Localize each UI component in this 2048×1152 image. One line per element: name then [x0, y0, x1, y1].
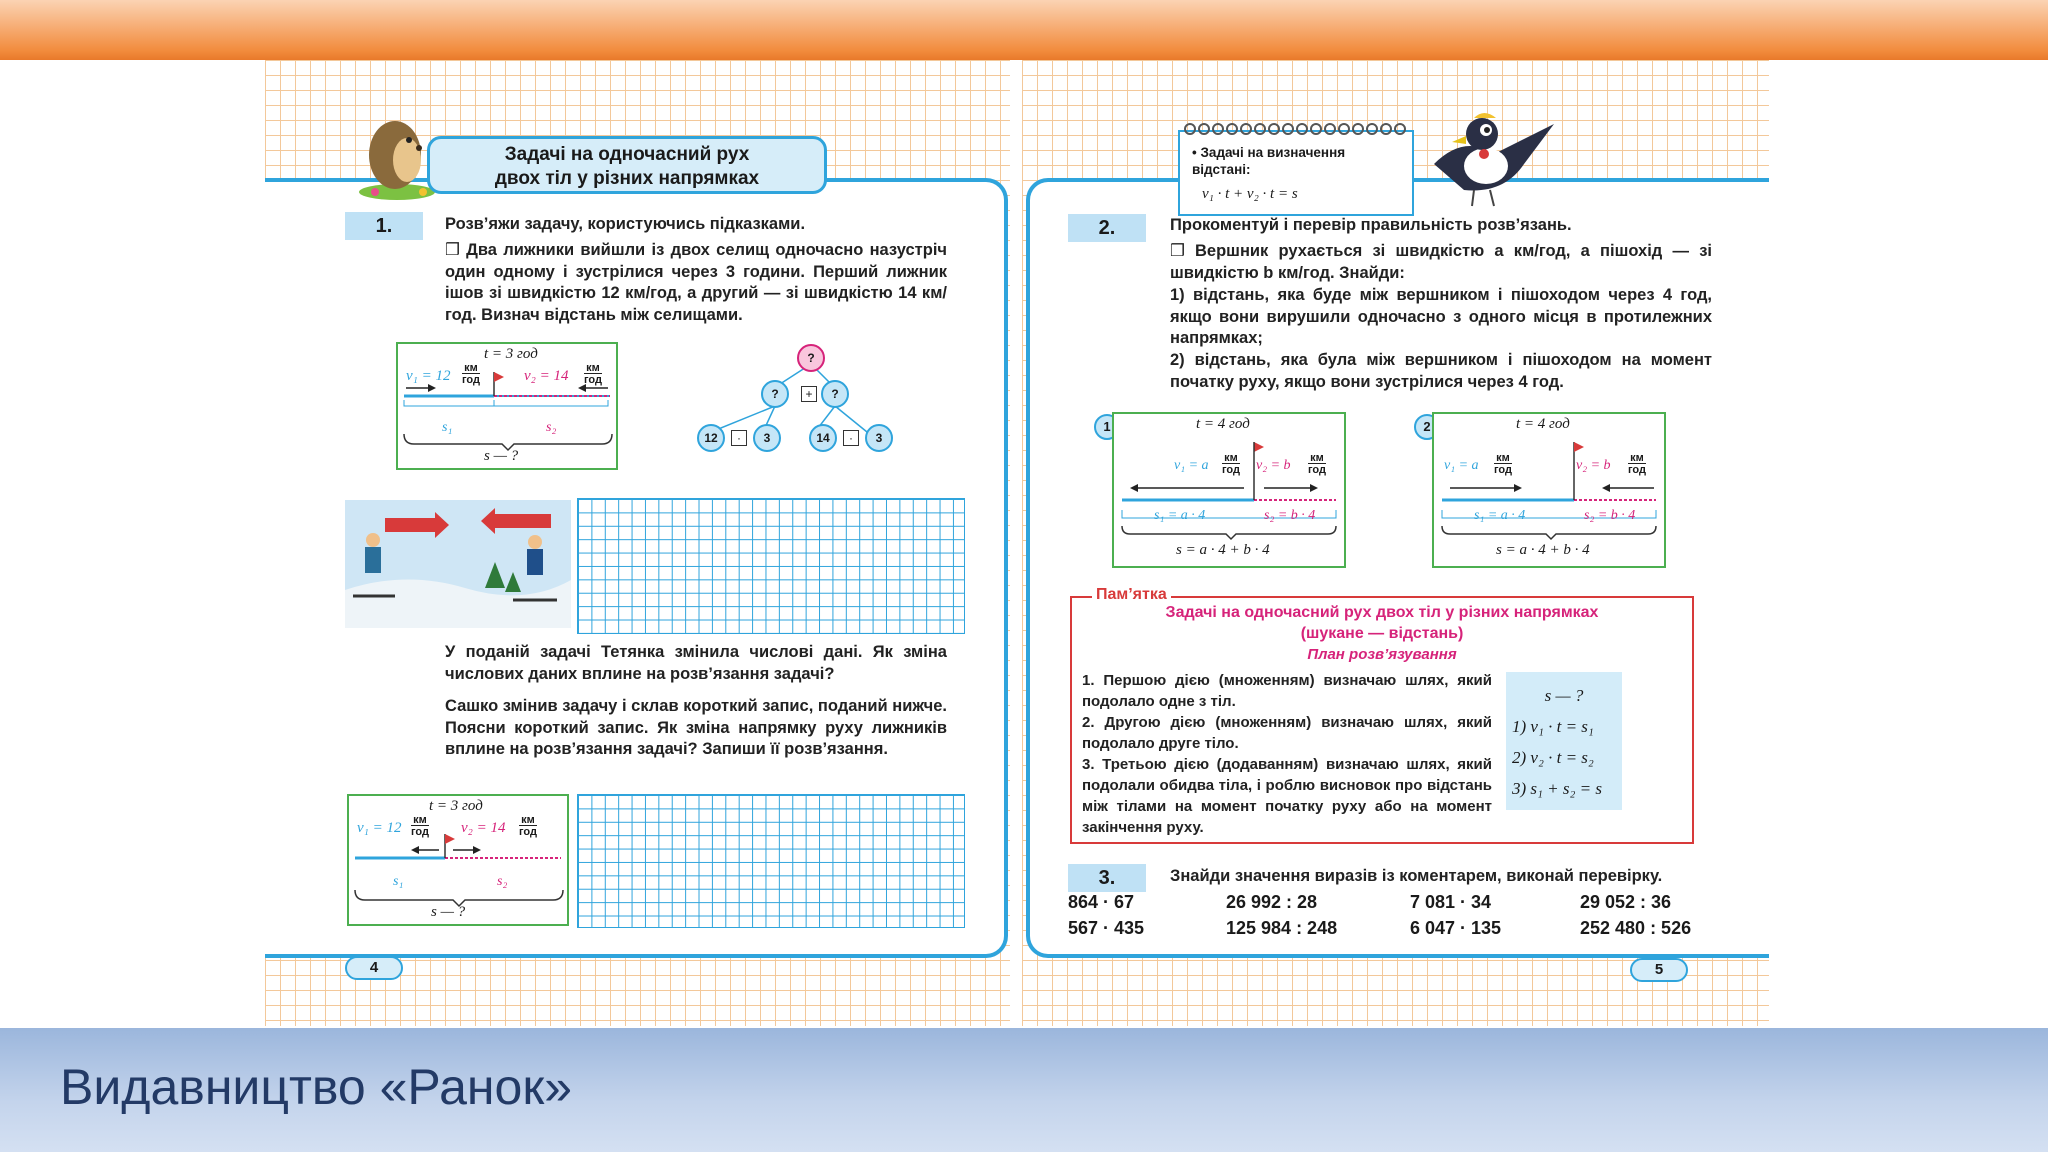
unit-fraction	[462, 362, 480, 386]
paragraph: У поданій задачі Тетянка змінила числові дані. Як зміна числових даних вплине на розв’язання задачі?	[445, 643, 947, 683]
memo-title: Задачі на одночасний рух двох тіл у різних напрямках	[1165, 604, 1599, 621]
speed2-label: v₂ = 14	[461, 820, 506, 836]
unit-top: км	[586, 362, 600, 374]
solution-tree	[695, 344, 925, 458]
solution-scheme	[1432, 412, 1666, 568]
expression: 125 984 : 248	[1226, 918, 1338, 938]
unit-top: км	[413, 814, 427, 826]
formula-step: 1) v₁ · t = s₁	[1512, 717, 1594, 736]
tree-leaf: 14	[809, 424, 837, 452]
solution-scheme	[1112, 412, 1346, 568]
s2-label: s₂	[497, 874, 508, 889]
unit-bottom: год	[462, 374, 480, 386]
s1-formula: s₁ = a · 4	[1154, 508, 1206, 523]
task-number: 2.	[1068, 214, 1146, 242]
task-item: 2) відстань, яка була між вершником і пішоходом на момент початку руху, якщо вони зустрілися через 4 год.	[1170, 351, 1712, 391]
expression: 567 · 435	[1068, 918, 1145, 938]
tree-leaf: 3	[865, 424, 893, 452]
unit-fraction	[1308, 452, 1326, 476]
unit-bottom: год	[1494, 464, 1512, 476]
tree-root: ?	[797, 344, 825, 372]
formula-note	[1178, 130, 1414, 216]
note-formula: v₁ · t + v₂ · t = s	[1202, 186, 1298, 202]
speed2-label: v₂ = b	[1576, 458, 1611, 473]
magpie-illustration	[1414, 104, 1564, 212]
tree-node-right: ?	[821, 380, 849, 408]
paragraph: Сашко змінив задачу і склав короткий запис, поданий нижче. Поясни короткий запис. Як зміна напрямку руху лижників вплине на розв’язання задачі? Запиши її розв’язання.	[445, 697, 947, 758]
expression: 26 992 : 28	[1226, 892, 1318, 912]
expression: 252 480 : 526	[1580, 918, 1692, 938]
unit-fraction	[1494, 452, 1512, 476]
tree-node-left: ?	[761, 380, 789, 408]
time-label: t = 4 год	[1516, 416, 1570, 432]
time-label: t = 3 год	[484, 346, 538, 362]
publisher-name: Видавництво «Ранок»	[60, 1059, 573, 1115]
s1-label: s₁	[442, 420, 453, 435]
memo-step: 1. Першою дією (множенням) визначаю шлях, який подолало одне з тіл.	[1082, 672, 1492, 710]
unit-fraction	[411, 814, 429, 838]
spiral-binding	[1180, 120, 1416, 138]
hedgehog-illustration	[357, 100, 437, 200]
time-label: t = 3 год	[429, 798, 483, 814]
tree-op-plus: +	[801, 386, 817, 402]
lesson-title	[427, 136, 827, 194]
task-number: 1.	[345, 212, 423, 240]
answer-grid[interactable]	[577, 794, 965, 928]
unit-bottom: год	[1308, 464, 1326, 476]
s2-label: s₂	[546, 420, 557, 435]
s1-label: s₁	[393, 874, 404, 889]
top-banner	[0, 0, 2048, 60]
unit-top: км	[1224, 452, 1238, 464]
expression: 29 052 : 36	[1580, 892, 1672, 912]
right-page	[1022, 60, 1769, 1026]
s2-formula: s₂ = b · 4	[1584, 508, 1636, 523]
time-label: t = 4 год	[1196, 416, 1250, 432]
tree-op-mult: ·	[731, 430, 747, 446]
speed1-label: v₁ = 12	[406, 368, 451, 384]
unit-fraction	[519, 814, 537, 838]
memo-step: 3. Третьою дією (додаванням) визначаю шлях, який подолали обидва тіла, і роблю висновок про відстань між тілами на момент початку руху або на момент закінчення руху.	[1082, 756, 1492, 836]
s1-formula: s₁ = a · 4	[1474, 508, 1526, 523]
speed2-label: v₂ = 14	[524, 368, 569, 384]
task-text: ❒ Два лижники вийшли із двох селищ одночасно назустріч один одному і зустрілися через 3 години. Перший лижник ішов зі швидкістю 12 км/год, а другий — зі швидкістю 14 км/год. Визнач відстань між селищами.	[445, 241, 947, 324]
unit-top: км	[1496, 452, 1510, 464]
unit-bottom: год	[584, 374, 602, 386]
short-note-scheme	[347, 794, 569, 926]
memo-step: 2. Другою дією (множенням) визначаю шлях, який подолало друге тіло.	[1082, 714, 1492, 752]
memo-subtitle: (шукане — відстань)	[1300, 625, 1464, 642]
expression: 6 047 · 135	[1410, 918, 1502, 938]
memo-label: Пам’ятка	[1092, 586, 1171, 604]
lesson-title-line2: двох тіл у різних напрямках	[494, 168, 760, 189]
unit-top: км	[521, 814, 535, 826]
tree-leaf: 12	[697, 424, 725, 452]
task-text: ❒ Вершник рухається зі швидкістю a км/год, а пішохід — зі швидкістю b км/год. Знайди:	[1170, 242, 1712, 282]
unit-top: км	[1310, 452, 1324, 464]
note-title: • Задачі на визначення відстані:	[1192, 145, 1346, 177]
left-page	[265, 60, 1010, 1026]
speed1-label: v₁ = 12	[357, 820, 402, 836]
formula-step: 3) s₁ + s₂ = s	[1512, 779, 1603, 798]
unit-bottom: год	[1222, 464, 1240, 476]
unit-top: км	[464, 362, 478, 374]
unit-top: км	[1630, 452, 1644, 464]
scheme-badge: 1	[1094, 414, 1120, 440]
task-item: 1) відстань, яка буде між вершником і пішоходом через 4 год, якщо вони вирушили одночасно з одного місця в протилежних напрямках;	[1170, 286, 1712, 347]
unit-fraction	[1628, 452, 1646, 476]
distance-question: s — ?	[431, 904, 466, 920]
lesson-title-line1: Задачі на одночасний рух	[504, 144, 750, 165]
memo-plan: План розв’язування	[1307, 646, 1457, 663]
expression: 7 081 · 34	[1410, 892, 1492, 912]
s2-formula: s₂ = b · 4	[1264, 508, 1316, 523]
distance-question: s — ?	[484, 448, 519, 464]
formula-list	[1506, 672, 1622, 810]
unit-fraction	[1222, 452, 1240, 476]
speed1-label: v₁ = a	[1444, 458, 1479, 473]
task-intro: Прокоментуй і перевір правильність розв’язань.	[1170, 216, 1572, 234]
total-formula: s = a · 4 + b · 4	[1176, 542, 1270, 558]
scheme-badge: 2	[1414, 414, 1440, 440]
answer-grid[interactable]	[577, 498, 965, 634]
total-formula: s = a · 4 + b · 4	[1496, 542, 1590, 558]
unit-fraction	[584, 362, 602, 386]
unit-bottom: год	[1628, 464, 1646, 476]
skiers-illustration	[345, 500, 571, 628]
page-number: 4	[345, 956, 403, 980]
formula-step: 2) v₂ · t = s₂	[1512, 748, 1594, 767]
speed2-label: v₂ = b	[1256, 458, 1291, 473]
tree-op-mult: ·	[843, 430, 859, 446]
unit-bottom: год	[411, 826, 429, 838]
speed1-label: v₁ = a	[1174, 458, 1209, 473]
task-number: 3.	[1068, 864, 1146, 892]
task-intro: Знайди значення виразів із коментарем, виконай перевірку.	[1170, 867, 1663, 885]
expression: 864 · 67	[1068, 892, 1135, 912]
short-note-scheme	[396, 342, 618, 470]
formula-question: s — ?	[1544, 686, 1584, 705]
page-number: 5	[1630, 958, 1688, 982]
tree-leaf: 3	[753, 424, 781, 452]
task-intro: Розв’яжи задачу, користуючись підказками.	[445, 215, 806, 233]
unit-bottom: год	[519, 826, 537, 838]
